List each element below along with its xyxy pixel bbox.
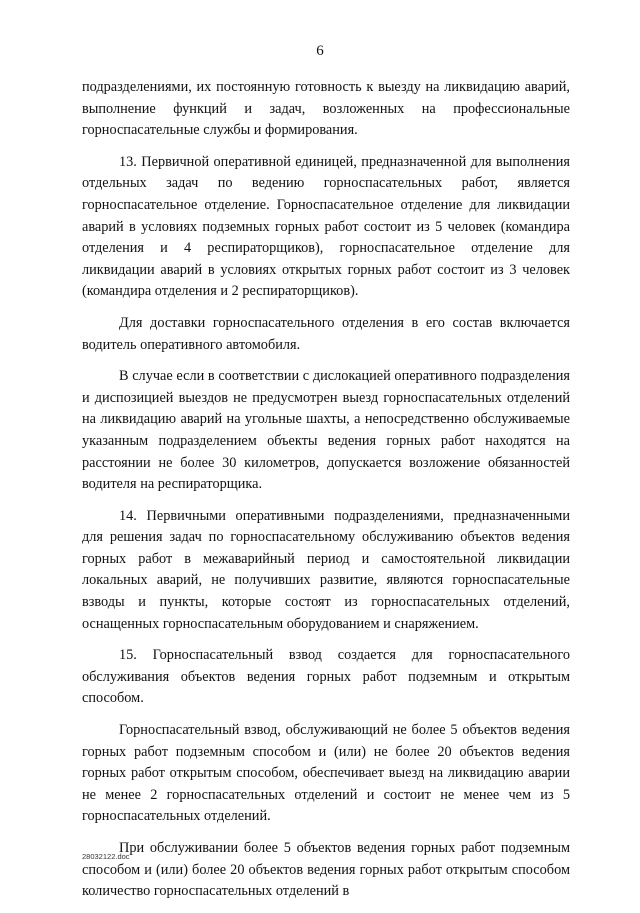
paragraph-14: 14. Первичными оперативными подразделениями, предназначенными для решения задач по горноспасательному обслуживанию объектов ведения горных работ в межаварийный период и самостоятельной ликвидации локальных аварий, не получивших развитие, являются горноспасательные взводы и пункты, которые состоят из горноспасательных отделений, оснащенных горноспасательным оборудованием и снаряжением. [82,507,570,632]
footer-file-code: 28032122.doc [82,852,130,861]
paragraph-continuation: подразделениями, их постоянную готовность к выезду на ликвидацию аварий, выполнение функций и задач, возложенных на профессиональные горноспасательные службы и формирования. [82,79,570,139]
paragraph-driver: Для доставки горноспасательного отделения в его состав включается водитель оперативного автомобиля. [82,314,570,353]
page-number: 6 [316,43,324,59]
document-body [82,77,570,913]
paragraph-platoon: Горноспасательный взвод, обслуживающий не более 5 объектов ведения горных работ подземным способом и (или) не более 20 объектов ведения горных работ открытым способом, обеспечивает выезд на ликвидацию аварии не менее 2 горноспасательных отделений и состоит не менее чем из 5 горноспасательных отделений. [82,722,570,825]
paragraph-13: 13. Первичной оперативной единицей, предназначенной для выполнения отдельных задач по ведению горноспасательных работ, является горноспасательное отделение. Горноспасательное отделение для ликвидации аварий в условиях подземных горных работ состоит из 5 человек (командира отделения и 4 респираторщиков), горноспасательное отделение для ликвидации аварий в условиях открытых горных работ состоит из 3 человек (командира отделения и 2 респираторщиков). [82,153,570,300]
paragraph-dislocation: В случае если в соответствии с дислокацией оперативного подразделения и диспозицией выездов не предусмотрен выезд горноспасательных отделений на ликвидацию аварий на угольные шахты, а непосредственно обслуживаемые указанным подразделением объекты ведения горных работ находятся на расстоянии не более 30 километров, допускается возложение обязанностей водителя на респираторщика. [82,368,570,493]
paragraph-servicing: При обслуживании более 5 объектов ведения горных работ подземным способом и (или) более 20 объектов ведения горных работ открытым способом количество горноспасательных отделений в [82,840,570,900]
paragraph-15: 15. Горноспасательный взвод создается для горноспасательного обслуживания объектов ведения горных работ подземным и открытым способом. [82,647,570,707]
